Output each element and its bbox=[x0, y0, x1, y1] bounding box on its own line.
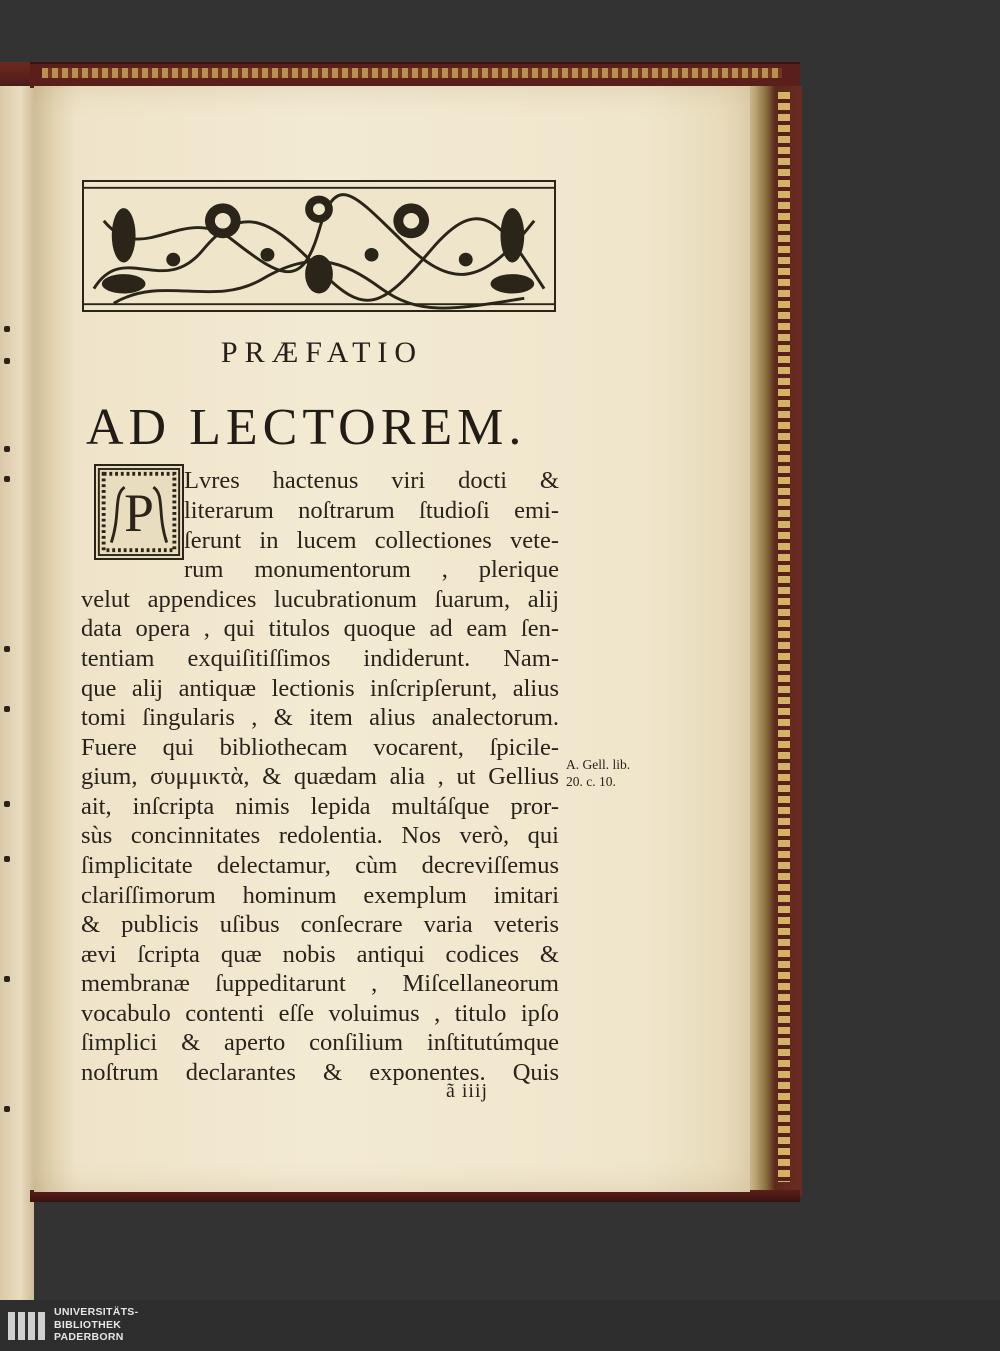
text-line: tentiam exquiſitiſſimos indiderunt. Nam- bbox=[81, 645, 559, 672]
signature-mark: ã iiij bbox=[446, 1080, 489, 1102]
text-line: Lvres hactenus viri docti & bbox=[184, 467, 559, 494]
text-line: clariſſimorum hominum exemplum imitari bbox=[81, 882, 559, 909]
margin-note-line: A. Gell. lib. bbox=[566, 757, 631, 772]
book-page bbox=[34, 86, 750, 1192]
fore-edge bbox=[742, 86, 802, 1196]
margin-note-line: 20. c. 10. bbox=[566, 774, 616, 789]
text-line: tomi ſingularis , & item alius analectorum. bbox=[81, 704, 559, 731]
library-name-line: UNIVERSITÄTS- bbox=[54, 1306, 139, 1318]
text-line: & publicis uſibus conſecrare varia veteris bbox=[81, 911, 559, 938]
text-line: data opera , qui titulos quoque ad eam ſen- bbox=[81, 615, 559, 642]
library-name bbox=[54, 1306, 138, 1344]
ornamental-headpiece bbox=[82, 180, 556, 312]
preface-subheading: AD LECTOREM. bbox=[86, 399, 527, 456]
text-line: vocabulo contenti eſſe voluimus , titulo ipſo bbox=[81, 1000, 559, 1027]
text-line: ſerunt in lucem collectiones vete- bbox=[184, 527, 559, 554]
library-name-line: PADERBORN bbox=[54, 1331, 124, 1343]
text-line: sùs concinnitates redolentia. Nos verò, qui bbox=[81, 822, 559, 849]
top-gilt-border bbox=[42, 68, 782, 78]
text-line: ait, inſcripta nimis lepida multáſque pror- bbox=[81, 793, 559, 820]
text-line: velut appendices lucubrationum ſuarum, alij bbox=[81, 586, 559, 613]
margin-note bbox=[566, 756, 630, 790]
text-line: Fuere qui bibliothecam vocarent, ſpicile- bbox=[81, 734, 559, 761]
footer-bar bbox=[0, 1300, 1000, 1351]
text-line: noſtrum declarantes & exponentes. Quis bbox=[81, 1059, 559, 1086]
text-line: ſimplici & aperto conſilium inſtitutúmque bbox=[81, 1029, 559, 1056]
text-line: gium, συμμικτὰ, & quædam alia , ut Gellius bbox=[81, 763, 559, 790]
text-line: ævi ſcripta quæ nobis antiqui codices & bbox=[81, 941, 559, 968]
initial-letter: P bbox=[124, 483, 154, 544]
text-line: que alij antiquæ lectionis inſcripſerunt, alius bbox=[81, 675, 559, 702]
library-logo-icon bbox=[8, 1308, 48, 1344]
facing-page-edge bbox=[0, 86, 34, 1300]
library-name-line: BIBLIOTHEK bbox=[54, 1318, 122, 1331]
decorated-initial bbox=[94, 464, 184, 560]
text-line: ſimplicitate delectamur, cùm decreviſſemus bbox=[81, 852, 559, 879]
text-line: literarum noſtrarum ſtudioſi emi- bbox=[184, 497, 559, 524]
text-line: rum monumentorum , plerique bbox=[184, 556, 559, 583]
text-line: membranæ ſuppeditarunt , Miſcellaneorum bbox=[81, 970, 559, 997]
preface-heading: PRÆFATIO bbox=[220, 336, 424, 369]
fore-edge-gilt bbox=[778, 92, 790, 1182]
